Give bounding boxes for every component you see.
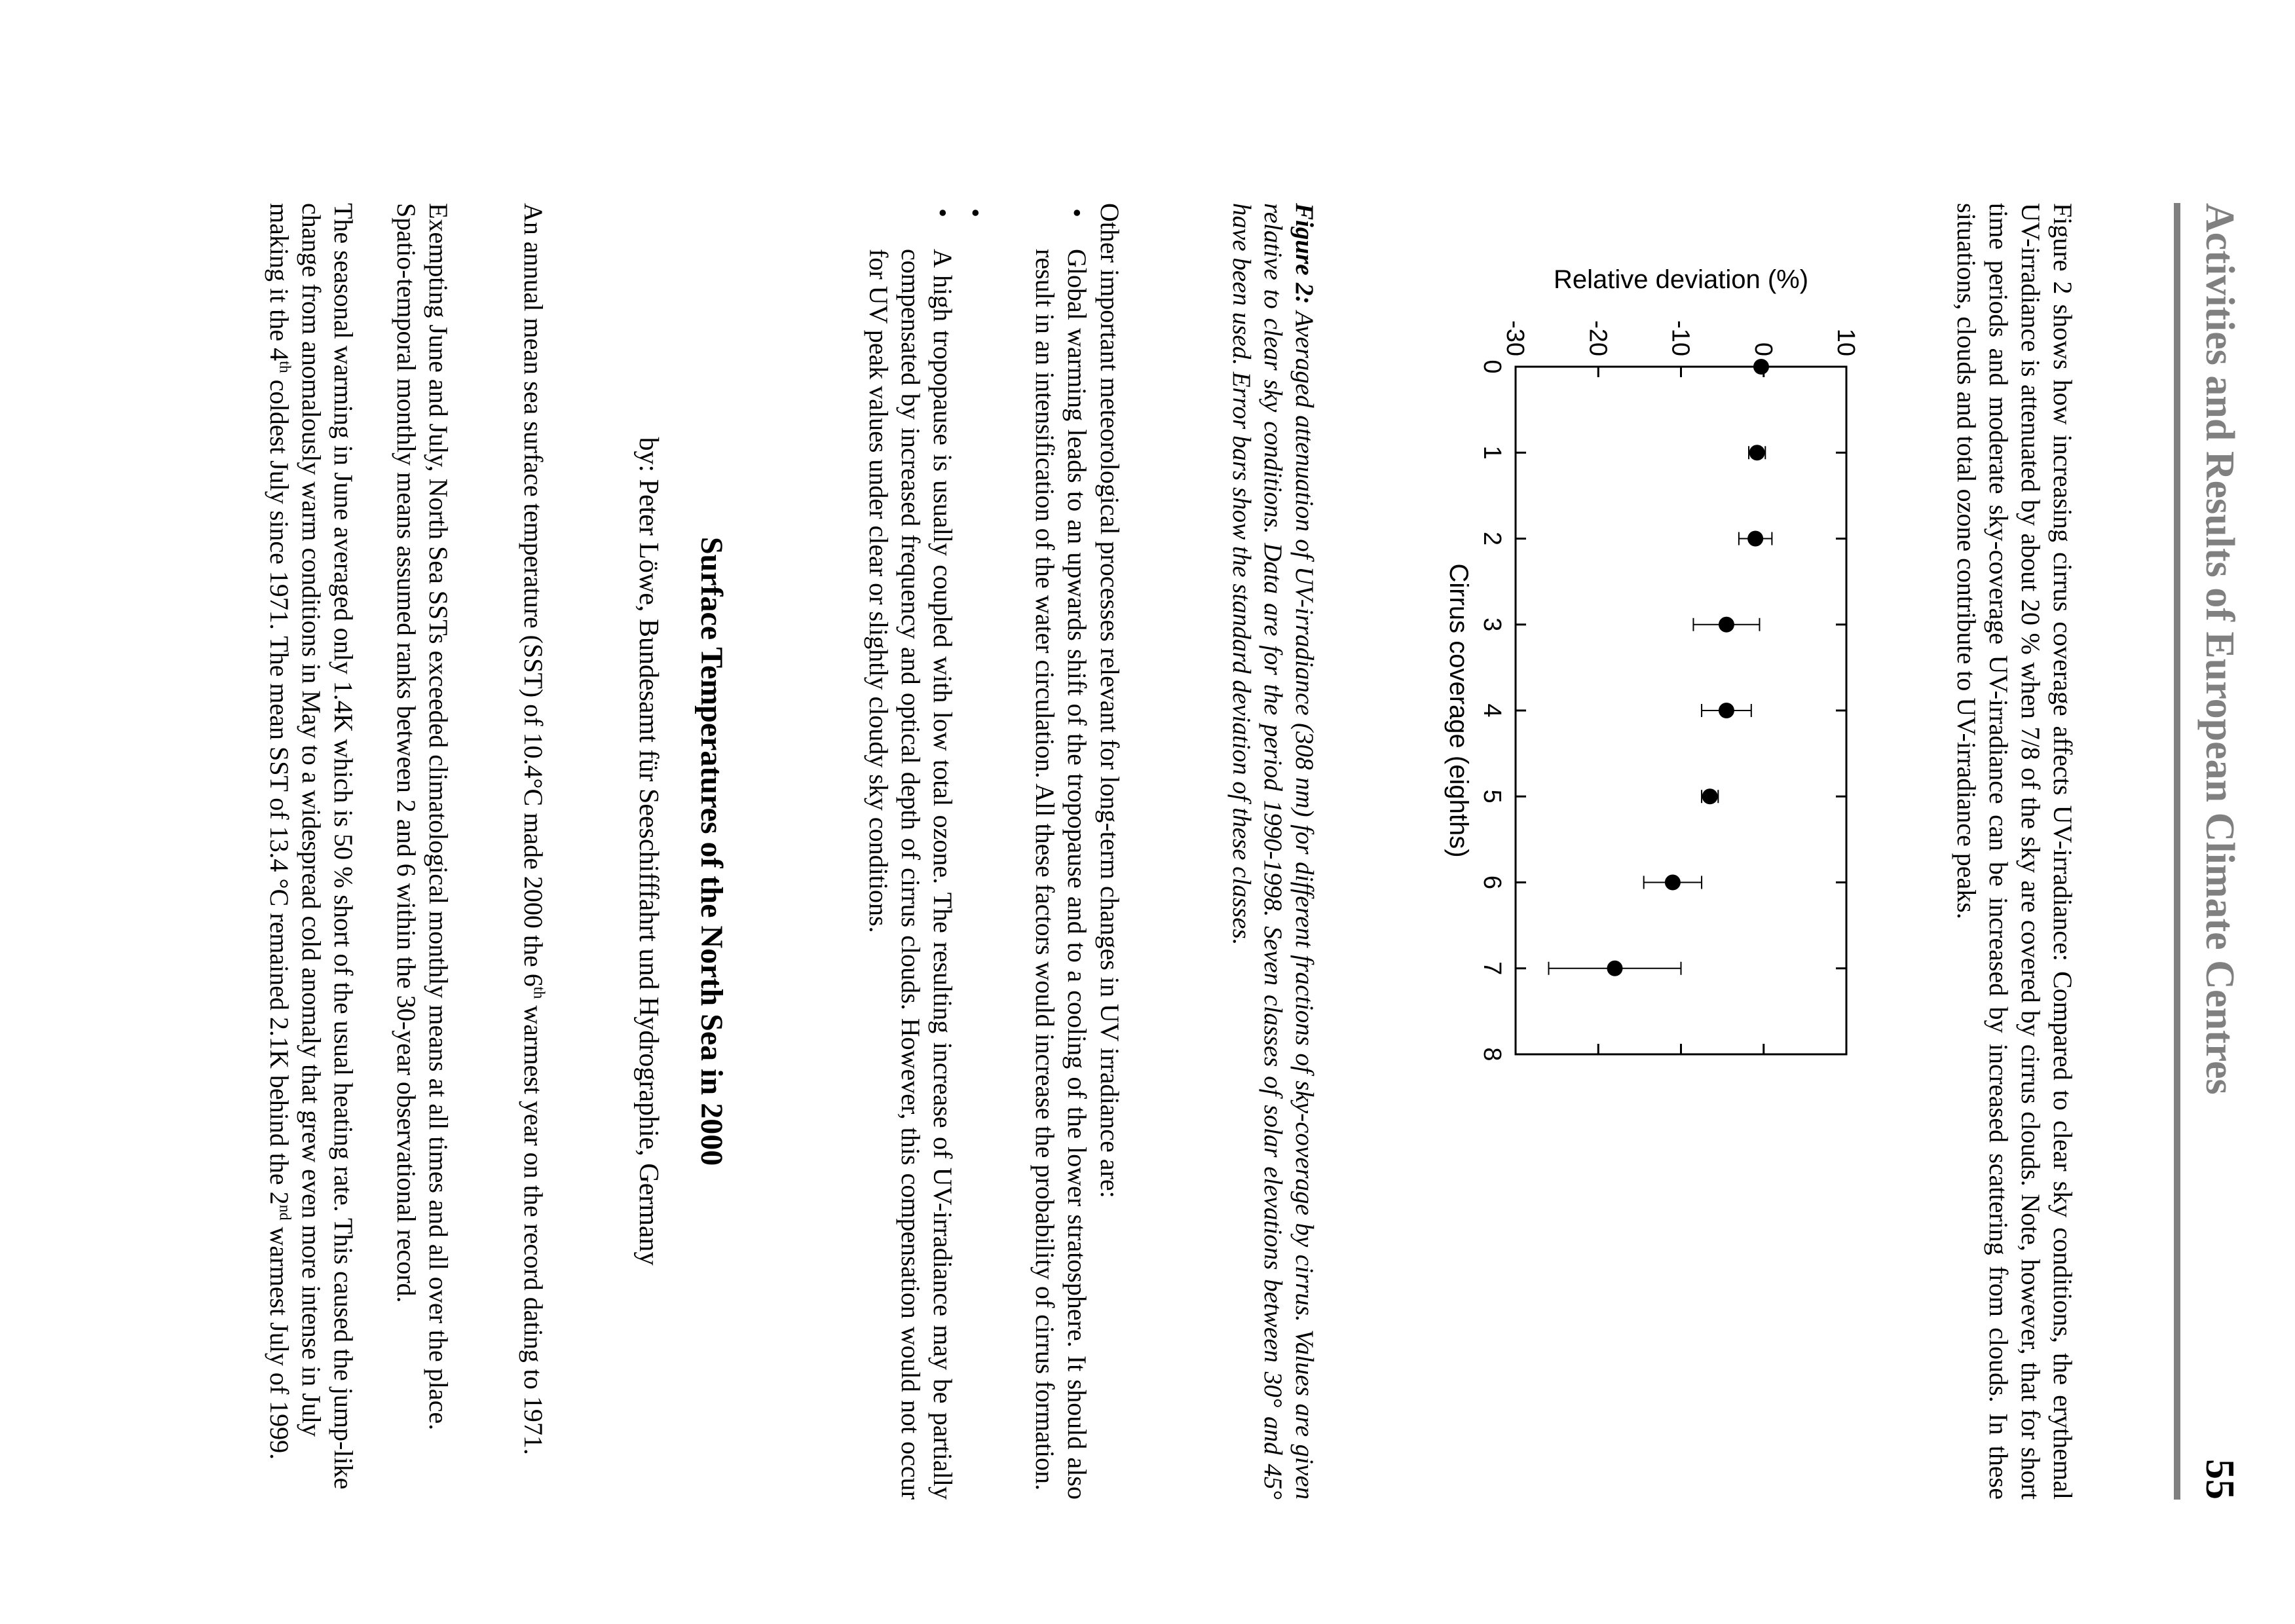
data-point	[1747, 531, 1763, 547]
article-paragraph-2: Exempting June and July, North Sea SSTs exceeded climatological monthly means at all times and all over the place. Spatio-temporal monthly means assumed ranks between 2 and 6 within the 30-year observational record.	[392, 203, 453, 1431]
data-point	[1749, 445, 1765, 460]
x-tick-label: 5	[1478, 789, 1506, 803]
data-point	[1719, 617, 1734, 633]
bullet-icon: •	[1062, 208, 1092, 218]
x-tick-label: 7	[1478, 961, 1506, 976]
text-run: coldest July since 1971. The mean SST of 13.4 °C remained 2.1K behind the 2	[265, 373, 294, 1205]
x-tick-label: 3	[1478, 618, 1506, 632]
superscript: nd	[276, 1204, 293, 1221]
data-point	[1702, 788, 1718, 804]
bullet-list	[1029, 203, 1093, 1500]
y-tick-label: -10	[1666, 320, 1694, 356]
list-item	[1029, 203, 1093, 1500]
x-tick-label: 6	[1478, 875, 1506, 890]
bullet-text: Global warming leads to an upwards shift of the tropopause and to a cooling of the lower stratosphere. It should also result in an intensification of the water circulation. All these factors would increase the probability of cirrus formation.	[1030, 249, 1092, 1500]
y-tick-label: -30	[1501, 320, 1529, 356]
y-tick-label: 10	[1832, 328, 1859, 356]
plot-frame	[1516, 367, 1846, 1054]
bullet-icon: •	[961, 208, 990, 218]
cirrus-uv-chart	[1444, 196, 1902, 1153]
bullet-icon: •	[928, 208, 958, 218]
y-tick-label: -20	[1584, 320, 1612, 356]
figure-caption-text: Averaged attenuation of UV-irradiance (308 nm) for different fractions of sky-coverage by cirrus. Values are given relative to clear sky conditions. Data are for the period 1990-1998. Seven classes of solar elevations between 30° and 45° have been used. Error bars show the standard deviation of these classes.	[1227, 203, 1318, 1500]
superscript: th	[276, 361, 293, 373]
header-rule	[2174, 203, 2180, 1500]
text-run: warmest July of 1999.	[265, 1220, 294, 1460]
data-point	[1665, 875, 1681, 891]
processes-intro: Other important meteorological processes relevant for long-term changes in UV irradiance are:	[1095, 203, 1125, 1198]
x-tick-label: 8	[1478, 1047, 1506, 1061]
x-tick-label: 1	[1478, 445, 1506, 460]
data-point	[1719, 703, 1734, 718]
bullet-text: A high tropopause is usually coupled with low total ozone. The resulting increase of UV-irradiance may be partially compensated by increased frequency and optical depth of cirrus clouds. However, this compensation would not occur for UV peak values under clear or slightly cloudy sky conditions.	[864, 249, 958, 1500]
text-run: An annual mean sea surface temperature (SST) of 10.4°C made 2000 the 6	[519, 203, 548, 987]
figure-caption	[1225, 203, 1320, 1500]
article-paragraph-3	[263, 203, 360, 1500]
list-item	[863, 203, 959, 1500]
x-axis-label: Cirrus coverage (eighths)	[1444, 563, 1473, 858]
x-tick-label: 4	[1478, 703, 1506, 718]
page-number: 55	[2197, 1459, 2242, 1500]
x-tick-label: 2	[1478, 531, 1506, 546]
y-tick-label: 0	[1749, 342, 1777, 356]
superscript: th	[530, 986, 548, 999]
y-axis-label: Relative deviation (%)	[1553, 265, 1809, 294]
x-tick-label: 0	[1478, 360, 1506, 374]
article-byline: by: Peter Löwe, Bundesamt für Seeschifffahrt und Hydrographie, Germany	[633, 437, 663, 1266]
text-run: warmest year on the record dating to 1971.	[519, 999, 548, 1455]
article-paragraph-1	[517, 203, 550, 1500]
text-run: The seasonal warming in June averaged only 1.4K which is 50 % short of the usual heating rate. This caused the jump-like change from anomalously warm conditions in May to a widespread cold anomaly that grew even more intense in July making it the 4	[265, 203, 358, 1490]
bullet-list	[863, 203, 959, 1500]
figure-caption-label: Figure 2:	[1290, 203, 1318, 304]
intro-paragraph: Figure 2 shows how increasing cirrus coverage affects UV-irradiance: Compared to clear sky conditions, the erythemal UV-irradiance is attenuated by about 20 % when 7/8 of the sky are covered by cirrus clouds. Note, however, that for short time periods and moderate sky-coverage UV-irradiance can be increased by increased scattering from clouds. In these situations, clouds and total ozone contribute to UV-irradiance peaks.	[1952, 203, 2078, 1500]
data-point	[1753, 359, 1769, 375]
article-title: Surface Temperatures of the North Sea in 2000	[694, 536, 729, 1166]
data-point	[1607, 961, 1623, 976]
running-header-title: Activities and Results of European Climate Centres	[2197, 203, 2242, 1095]
